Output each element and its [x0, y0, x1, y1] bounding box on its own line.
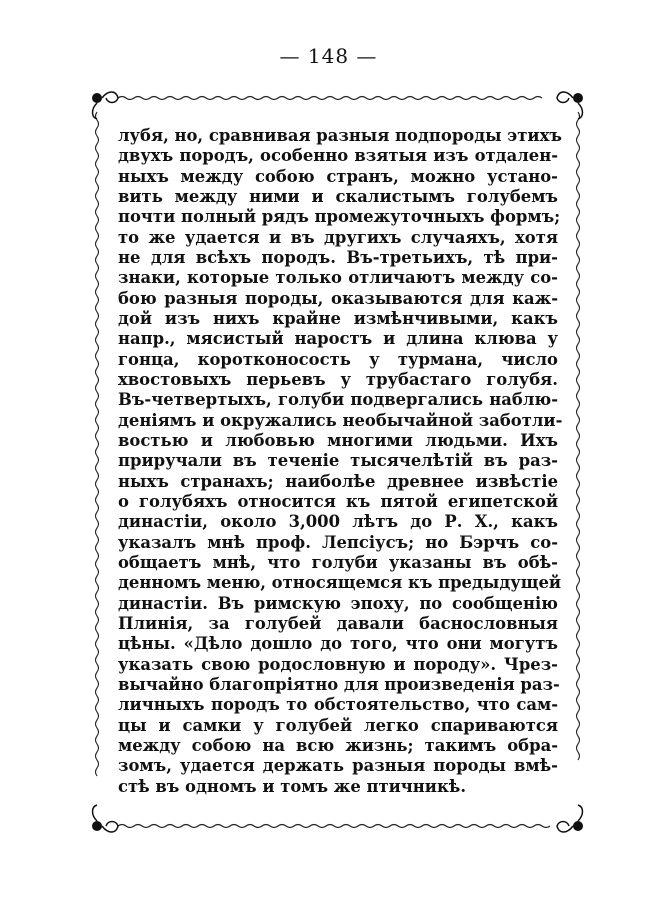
text-line: зомъ, удается держать разныя породы вмѣ- — [118, 756, 558, 776]
text-line: деніямъ и окружались необычайной заботли- — [118, 410, 563, 430]
text-line: общаетъ мнѣ, что голуби указаны въ обѣ- — [118, 552, 558, 572]
text-line: между собою на всю жизнь; такимъ обра- — [118, 735, 558, 755]
text-line: знаки, которые только отличаютъ между со- — [118, 268, 558, 288]
text-line: почти полный рядъ промежуточныхъ формъ; — [118, 207, 561, 227]
text-line: стѣ въ одномъ и томъ же птичникѣ. — [118, 776, 467, 796]
page-number: — 148 — — [279, 44, 378, 68]
text-line: указалъ мнѣ проф. Лепсіусъ; но Бэрчъ со- — [118, 532, 558, 552]
text-line: о голубяхъ относится къ пятой египетской — [118, 491, 558, 511]
text-line: хвостовыхъ перьевъ у трубастаго голубя. — [118, 369, 558, 389]
text-line: приручали въ теченіе тысячелѣтій въ раз- — [118, 451, 558, 471]
text-line: напр., мясистый наростъ и длина клюва у — [118, 329, 558, 349]
left-wavy-rule — [96, 112, 99, 776]
top-wavy-rule — [118, 97, 542, 100]
text-line: то же удается и въ другихъ случаяхъ, хотя — [118, 227, 558, 247]
bottom-wavy-rule — [118, 825, 550, 828]
text-line: династіи, около 3,000 лѣтъ до Р. Х., какъ — [118, 512, 558, 532]
text-line: династіи. Въ римскую эпоху, по сообщенію — [118, 593, 558, 613]
text-line: ныхъ между собою странъ, можно устано- — [118, 166, 558, 186]
body-text — [118, 126, 563, 797]
text-line: не для всѣхъ породъ. Въ-третьихъ, тѣ при- — [118, 247, 558, 267]
text-line: вычайно благопріятно для произведенія раз- — [118, 674, 560, 694]
text-line: лубя, но, сравнивая разныя подпороды этихъ — [118, 126, 562, 145]
text-line: дой изъ нихъ крайне измѣнчивыми, какъ — [118, 308, 558, 328]
text-line: Въ-четвертыхъ, голуби подвергались наблю- — [118, 390, 558, 410]
text-line: цы и самки у голубей легко спариваются — [118, 715, 558, 735]
text-line: указать свою родословную и породу». Чрез- — [118, 654, 558, 674]
text-line: ныхъ странахъ; наиболѣе древнее извѣстіе — [118, 471, 558, 491]
corner-ornament-bottom-right — [557, 805, 583, 832]
text-line: востью и любовью многими людьми. Ихъ — [118, 430, 558, 450]
text-line: личныхъ породъ то обстоятельство, что сам- — [118, 695, 558, 715]
text-line: вить между ними и скалистымъ голубемъ — [118, 186, 558, 206]
text-line: двухъ породъ, особенно взятыя изъ отдален- — [118, 146, 558, 166]
text-line: денномъ меню, относящемся къ предыдущей — [118, 573, 562, 593]
text-line: бою разныя породы, оказываются для каж- — [118, 288, 558, 308]
text-line: гонца, коротконосость у турмана, число — [118, 349, 558, 369]
text-line: Плинія, за голубей давали баснословныя — [118, 613, 558, 633]
text-line: цѣны. «Дѣло дошло до того, что они могутъ — [118, 634, 558, 654]
right-wavy-rule — [577, 112, 580, 760]
corner-ornament-bottom-left — [92, 805, 118, 832]
